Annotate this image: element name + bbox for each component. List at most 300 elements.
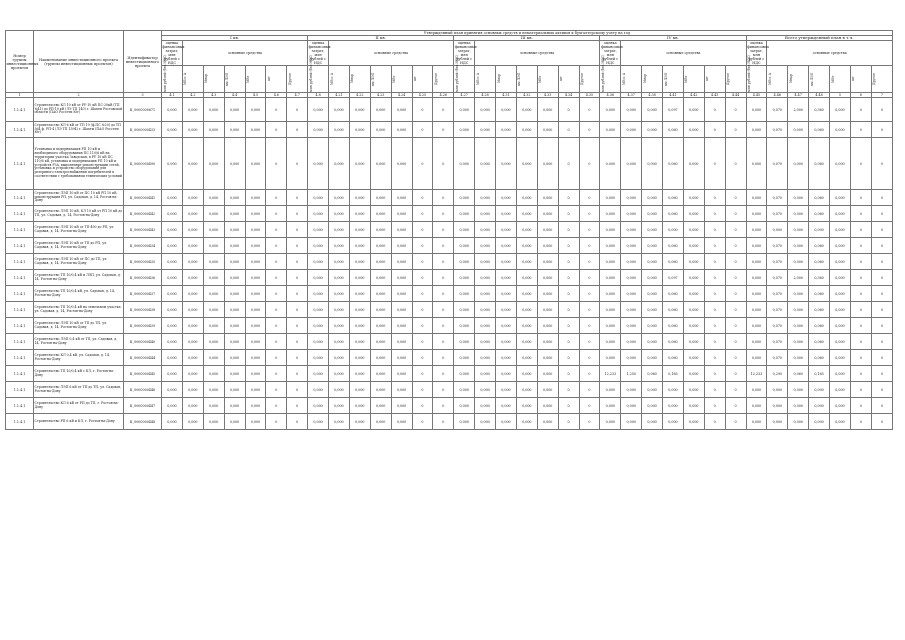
value-cell: 0,000 bbox=[329, 254, 350, 270]
value-cell: 0,000 bbox=[475, 414, 496, 430]
value-cell: 0 bbox=[412, 190, 433, 206]
subheader-label: МВ×А bbox=[621, 72, 626, 86]
value-cell: 0 bbox=[287, 98, 308, 122]
value-cell: 0,000 bbox=[516, 382, 537, 398]
value-cell: 0,000 bbox=[224, 366, 245, 382]
value-cell: 0 bbox=[412, 270, 433, 286]
value-cell: 0,000 bbox=[162, 366, 183, 382]
value-cell: 0 bbox=[287, 190, 308, 206]
value-cell: 0,000 bbox=[621, 254, 642, 270]
value-cell: 0,000 bbox=[329, 222, 350, 238]
value-cell: 0,000 bbox=[245, 414, 266, 430]
value-cell: 0,000 bbox=[245, 366, 266, 382]
value-cell: 0,060 bbox=[663, 122, 684, 138]
project-id: К_0000000434 bbox=[124, 238, 162, 254]
value-cell: 0,000 bbox=[203, 254, 224, 270]
project-id: К_0000000435 bbox=[124, 254, 162, 270]
value-cell: 0,070 bbox=[767, 98, 788, 122]
value-cell: 0,000 bbox=[454, 206, 475, 222]
value-cell: 0 bbox=[725, 254, 746, 270]
value-cell: 0 bbox=[287, 286, 308, 302]
value-cell: 0 bbox=[558, 206, 579, 222]
value-cell: 0 bbox=[579, 190, 600, 206]
value-cell: 0,000 bbox=[329, 414, 350, 430]
value-cell: 0,000 bbox=[203, 398, 224, 414]
value-cell: 0,000 bbox=[454, 414, 475, 430]
value-cell: 0 bbox=[704, 270, 725, 286]
subheader-label: Мвар bbox=[350, 74, 355, 84]
value-cell: 0 bbox=[558, 286, 579, 302]
value-cell: 0,000 bbox=[642, 350, 663, 366]
value-cell: 0,000 bbox=[516, 98, 537, 122]
project-id: К_0000000433 bbox=[124, 122, 162, 138]
value-cell: 0,000 bbox=[224, 222, 245, 238]
value-cell: 0,000 bbox=[663, 414, 684, 430]
value-cell: 0,000 bbox=[182, 98, 203, 122]
value-cell: 0 bbox=[725, 382, 746, 398]
value-cell: 0,000 bbox=[830, 254, 851, 270]
value-cell: 0,000 bbox=[788, 286, 809, 302]
value-cell: 0,000 bbox=[809, 382, 830, 398]
value-cell: 0,070 bbox=[767, 190, 788, 206]
value-cell: 0,000 bbox=[370, 414, 391, 430]
value-cell: 0,060 bbox=[663, 254, 684, 270]
value-cell: 0 bbox=[725, 366, 746, 382]
value-cell: 0,000 bbox=[370, 350, 391, 366]
value-cell: 0 bbox=[871, 138, 892, 190]
value-cell: 1,250 bbox=[621, 366, 642, 382]
value-cell: 0,000 bbox=[308, 302, 329, 318]
value-cell: 0 bbox=[266, 122, 287, 138]
value-cell: 0,000 bbox=[767, 382, 788, 398]
value-cell: 0,000 bbox=[391, 98, 412, 122]
value-cell: 0,000 bbox=[788, 398, 809, 414]
subheader-label: МВт bbox=[830, 75, 835, 83]
column-number: 4.8 bbox=[308, 93, 329, 98]
value-cell: 0,000 bbox=[162, 138, 183, 190]
project-name: Строительство ЛЭП 0,4 кВ от ТП, ул. Садовая, д. 14, Ростов-на-Дону bbox=[34, 334, 124, 350]
value-cell: 0,000 bbox=[329, 286, 350, 302]
value-cell: 0 bbox=[558, 318, 579, 334]
value-cell: 0,000 bbox=[516, 270, 537, 286]
value-cell: 0,000 bbox=[391, 222, 412, 238]
subheader-label: млн рублей (без НДС) bbox=[162, 54, 167, 92]
value-cell: 0,060 bbox=[809, 350, 830, 366]
value-cell: 0,000 bbox=[391, 366, 412, 382]
column-number: 2 bbox=[34, 93, 124, 98]
value-cell: 0,000 bbox=[683, 138, 704, 190]
value-cell: 0,000 bbox=[203, 286, 224, 302]
column-number: 4.6 bbox=[266, 93, 287, 98]
value-cell: 0,000 bbox=[475, 222, 496, 238]
subheader-label: км ЛЭП bbox=[225, 72, 230, 86]
value-cell: 0,000 bbox=[308, 270, 329, 286]
subheader-label: МВт bbox=[684, 75, 689, 83]
value-cell: 0,060 bbox=[809, 254, 830, 270]
subheader-label: млн рублей (без НДС) bbox=[454, 54, 459, 92]
value-cell: 0 bbox=[412, 302, 433, 318]
value-cell: 0 bbox=[725, 398, 746, 414]
value-cell: 0,000 bbox=[224, 318, 245, 334]
group-number-header: Номер группы инвестиционных проектов bbox=[6, 31, 34, 93]
project-id: К_0000000444 bbox=[124, 350, 162, 366]
table-row bbox=[6, 122, 893, 138]
value-cell: 0 bbox=[287, 334, 308, 350]
table-row bbox=[6, 318, 893, 334]
value-cell: 0,070 bbox=[767, 350, 788, 366]
table-row bbox=[6, 190, 893, 206]
value-cell: 0,000 bbox=[391, 122, 412, 138]
value-cell: 0,000 bbox=[224, 254, 245, 270]
value-cell: 0,000 bbox=[391, 302, 412, 318]
value-cell: 0,070 bbox=[767, 138, 788, 190]
value-cell: 0,000 bbox=[600, 318, 621, 334]
value-cell: 0,000 bbox=[621, 238, 642, 254]
value-cell: 0,000 bbox=[537, 98, 558, 122]
value-cell: 0 bbox=[412, 238, 433, 254]
value-cell: 0,000 bbox=[182, 238, 203, 254]
value-cell: 0 bbox=[704, 222, 725, 238]
value-cell: 0,060 bbox=[809, 238, 830, 254]
value-cell: 0,000 bbox=[391, 414, 412, 430]
subheader-cell bbox=[308, 54, 329, 93]
value-cell: 0,000 bbox=[224, 238, 245, 254]
value-cell: 0 bbox=[704, 318, 725, 334]
table-row bbox=[6, 238, 893, 254]
value-cell: 0,000 bbox=[224, 138, 245, 190]
subheader-label: МВ×А bbox=[183, 72, 188, 86]
value-cell: 0 bbox=[579, 334, 600, 350]
value-cell: 0,000 bbox=[683, 318, 704, 334]
value-cell: 0 bbox=[725, 286, 746, 302]
value-cell: 0 bbox=[579, 366, 600, 382]
column-number: 4.24 bbox=[391, 93, 412, 98]
subheader-cell bbox=[454, 54, 475, 93]
value-cell: 0 bbox=[725, 138, 746, 190]
value-cell: 0,000 bbox=[308, 122, 329, 138]
value-cell: 0,000 bbox=[370, 398, 391, 414]
value-cell: 0,070 bbox=[767, 270, 788, 286]
value-cell: 0,000 bbox=[245, 206, 266, 222]
value-cell: 0,000 bbox=[308, 350, 329, 366]
value-cell: 0,000 bbox=[245, 222, 266, 238]
value-cell: 0 bbox=[871, 334, 892, 350]
value-cell: 0,000 bbox=[516, 398, 537, 414]
subheader-cell bbox=[746, 54, 767, 93]
value-cell: 0,097 bbox=[663, 98, 684, 122]
value-cell: 0 bbox=[558, 254, 579, 270]
value-cell: 0 bbox=[725, 350, 746, 366]
value-cell: 0,000 bbox=[349, 366, 370, 382]
value-cell: 0 bbox=[850, 302, 871, 318]
value-cell: 0 bbox=[287, 318, 308, 334]
value-cell: 0 bbox=[725, 122, 746, 138]
value-cell: 0,000 bbox=[683, 414, 704, 430]
value-cell: 0,000 bbox=[600, 286, 621, 302]
value-cell: 0,000 bbox=[600, 398, 621, 414]
table-row bbox=[6, 270, 893, 286]
value-cell: 0,000 bbox=[788, 206, 809, 222]
value-cell: 0,000 bbox=[537, 254, 558, 270]
financial-value-header: оценка финансовых затрат, млн рублей с НДС bbox=[747, 41, 769, 65]
value-cell: 0,000 bbox=[642, 414, 663, 430]
value-cell: 0,000 bbox=[516, 122, 537, 138]
subheader-label: Другое bbox=[433, 73, 438, 85]
value-cell: 0,000 bbox=[475, 238, 496, 254]
value-cell: 0,000 bbox=[746, 254, 767, 270]
value-cell: 0,000 bbox=[496, 302, 517, 318]
value-cell: 0 bbox=[412, 382, 433, 398]
value-cell: 2,000 bbox=[788, 98, 809, 122]
value-cell: 0,000 bbox=[475, 254, 496, 270]
value-cell: 0,000 bbox=[224, 270, 245, 286]
value-cell: 0,000 bbox=[245, 318, 266, 334]
value-cell: 0,000 bbox=[746, 414, 767, 430]
subheader-label: км ЛЭП bbox=[663, 72, 668, 86]
value-cell: 0 bbox=[412, 334, 433, 350]
value-cell: 0,060 bbox=[663, 286, 684, 302]
value-cell: 0,000 bbox=[224, 302, 245, 318]
value-cell: 0,000 bbox=[746, 318, 767, 334]
value-cell: 0,000 bbox=[162, 190, 183, 206]
subheader-cell bbox=[621, 66, 642, 93]
value-cell: 0 bbox=[704, 398, 725, 414]
value-cell: 0,000 bbox=[245, 382, 266, 398]
value-cell: 0 bbox=[266, 302, 287, 318]
value-cell: 0 bbox=[433, 382, 454, 398]
value-cell: 0,000 bbox=[788, 414, 809, 430]
value-cell: 0,060 bbox=[663, 350, 684, 366]
value-cell: 0,000 bbox=[788, 222, 809, 238]
group-number: 1.1.4.1 bbox=[6, 366, 34, 382]
value-cell: 0,000 bbox=[370, 318, 391, 334]
group-number: 1.1.4.1 bbox=[6, 122, 34, 138]
value-cell: 0,000 bbox=[182, 270, 203, 286]
value-cell: 0,000 bbox=[683, 190, 704, 206]
value-cell: 0 bbox=[704, 334, 725, 350]
value-cell: 0 bbox=[287, 206, 308, 222]
project-id: К_0000000448 bbox=[124, 414, 162, 430]
subheader-label: шт bbox=[413, 76, 417, 82]
value-cell: 0,000 bbox=[600, 238, 621, 254]
value-cell: 0 bbox=[704, 350, 725, 366]
value-cell: 0 bbox=[579, 270, 600, 286]
subheader-cell bbox=[579, 66, 600, 93]
fixed-assets-header: основные средства bbox=[767, 41, 893, 66]
table-row bbox=[6, 398, 893, 414]
value-cell: 0,000 bbox=[329, 366, 350, 382]
value-cell: 0 bbox=[871, 98, 892, 122]
value-cell: 0,000 bbox=[683, 222, 704, 238]
subheader-label: млн рублей (без НДС) bbox=[308, 54, 313, 92]
value-cell: 0,000 bbox=[224, 206, 245, 222]
value-cell: 0,000 bbox=[475, 122, 496, 138]
value-cell: 0,000 bbox=[496, 98, 517, 122]
value-cell: 0,000 bbox=[475, 366, 496, 382]
quarter-header: I кв. bbox=[162, 36, 308, 41]
value-cell: 0,000 bbox=[600, 270, 621, 286]
quarter-header: IV кв. bbox=[600, 36, 746, 41]
subheader-label: Мвар bbox=[642, 74, 647, 84]
value-cell: 0 bbox=[850, 206, 871, 222]
value-cell: 0,000 bbox=[370, 286, 391, 302]
value-cell: 0,000 bbox=[391, 206, 412, 222]
value-cell: 0,000 bbox=[370, 238, 391, 254]
value-cell: 0,000 bbox=[496, 398, 517, 414]
value-cell: 0,000 bbox=[537, 398, 558, 414]
value-cell: 0 bbox=[871, 122, 892, 138]
subheader-label: Другое bbox=[726, 73, 731, 85]
value-cell: 0,000 bbox=[329, 270, 350, 286]
value-cell: 0,000 bbox=[391, 238, 412, 254]
project-name-header: Наименование инвестиционного проекта (группы инвестиционных проектов) bbox=[34, 31, 124, 93]
value-cell: 0,000 bbox=[454, 98, 475, 122]
value-cell: 0,000 bbox=[830, 382, 851, 398]
value-cell: 0 bbox=[287, 398, 308, 414]
value-cell: 0 bbox=[725, 98, 746, 122]
group-number: 1.1.4.1 bbox=[6, 334, 34, 350]
value-cell: 0 bbox=[287, 138, 308, 190]
value-cell: 0,000 bbox=[349, 382, 370, 398]
group-number: 1.1.4.1 bbox=[6, 414, 34, 430]
value-cell: 0 bbox=[871, 382, 892, 398]
value-cell: 12,233 bbox=[600, 366, 621, 382]
value-cell: 0,000 bbox=[496, 122, 517, 138]
value-cell: 0,000 bbox=[391, 398, 412, 414]
value-cell: 0,000 bbox=[537, 382, 558, 398]
value-cell: 0 bbox=[850, 318, 871, 334]
value-cell: 0,000 bbox=[516, 350, 537, 366]
value-cell: 0,000 bbox=[600, 98, 621, 122]
column-number: 4.25 bbox=[412, 93, 433, 98]
value-cell: 0,000 bbox=[370, 98, 391, 122]
value-cell: 0 bbox=[558, 334, 579, 350]
value-cell: 0,000 bbox=[830, 238, 851, 254]
value-cell: 0,000 bbox=[642, 98, 663, 122]
value-cell: 0 bbox=[725, 270, 746, 286]
value-cell: 0 bbox=[871, 398, 892, 414]
value-cell: 0 bbox=[266, 366, 287, 382]
project-name: Строительство РП 6 кВ и КЛ, г. Ростов-на-Дону bbox=[34, 414, 124, 430]
value-cell: 0 bbox=[558, 366, 579, 382]
value-cell: 0,000 bbox=[224, 414, 245, 430]
value-cell: 0,000 bbox=[767, 222, 788, 238]
value-cell: 0,000 bbox=[537, 122, 558, 138]
value-cell: 0,000 bbox=[496, 382, 517, 398]
value-cell: 0 bbox=[579, 318, 600, 334]
value-cell: 0,000 bbox=[683, 238, 704, 254]
value-cell: 0,000 bbox=[516, 318, 537, 334]
table-row bbox=[6, 138, 893, 190]
value-cell: 0,070 bbox=[767, 206, 788, 222]
value-cell: 0 bbox=[558, 222, 579, 238]
value-cell: 0 bbox=[412, 222, 433, 238]
value-cell: 0,000 bbox=[162, 318, 183, 334]
value-cell: 0,000 bbox=[203, 318, 224, 334]
value-cell: 0,097 bbox=[663, 270, 684, 286]
value-cell: 0 bbox=[412, 414, 433, 430]
subheader-cell bbox=[600, 54, 621, 93]
value-cell: 0,000 bbox=[182, 318, 203, 334]
value-cell: 0 bbox=[850, 98, 871, 122]
value-cell: 0 bbox=[558, 98, 579, 122]
value-cell: 0,000 bbox=[349, 286, 370, 302]
value-cell: 12,233 bbox=[746, 366, 767, 382]
value-cell: 0,060 bbox=[663, 138, 684, 190]
project-id: К_0000000438 bbox=[124, 302, 162, 318]
subheader-cell bbox=[287, 66, 308, 93]
value-cell: 0 bbox=[433, 350, 454, 366]
value-cell: 0,000 bbox=[245, 98, 266, 122]
column-number: 4.28 bbox=[475, 93, 496, 98]
value-cell: 0,000 bbox=[182, 222, 203, 238]
value-cell: 0,000 bbox=[746, 334, 767, 350]
project-id: К_0000000446 bbox=[124, 382, 162, 398]
value-cell: 0,000 bbox=[475, 334, 496, 350]
value-cell: 0,000 bbox=[600, 190, 621, 206]
project-id: К_0000000490 bbox=[124, 138, 162, 190]
value-cell: 0,060 bbox=[663, 238, 684, 254]
column-number: 4.35 bbox=[579, 93, 600, 98]
value-cell: 0,000 bbox=[349, 270, 370, 286]
value-cell: 0,000 bbox=[746, 138, 767, 190]
subheader-cell bbox=[788, 66, 809, 93]
column-number: 4.48 bbox=[809, 93, 830, 98]
subheader-label: МВ×А bbox=[767, 72, 772, 86]
value-cell: 0,000 bbox=[516, 302, 537, 318]
value-cell: 0,000 bbox=[537, 302, 558, 318]
value-cell: 0,000 bbox=[182, 382, 203, 398]
project-name: Строительство ТП 10/0,4 кВ, ул. Садовая, д. 14, Ростов-на-Дону bbox=[34, 286, 124, 302]
column-number: 4.21 bbox=[329, 93, 350, 98]
column-number: 4.5 bbox=[245, 93, 266, 98]
value-cell: 0,000 bbox=[203, 190, 224, 206]
subheader-cell bbox=[475, 66, 496, 93]
value-cell: 0,000 bbox=[642, 398, 663, 414]
value-cell: 0,000 bbox=[203, 122, 224, 138]
subheader-label: шт bbox=[705, 76, 710, 82]
value-cell: 0,000 bbox=[621, 190, 642, 206]
value-cell: 0,000 bbox=[370, 254, 391, 270]
value-cell: 0,070 bbox=[767, 302, 788, 318]
value-cell: 0,000 bbox=[683, 334, 704, 350]
value-cell: 0,000 bbox=[475, 98, 496, 122]
value-cell: 0,000 bbox=[537, 206, 558, 222]
value-cell: 0 bbox=[704, 286, 725, 302]
value-cell: 0 bbox=[433, 190, 454, 206]
table-row bbox=[6, 382, 893, 398]
value-cell: 0,060 bbox=[663, 302, 684, 318]
value-cell: 0,000 bbox=[830, 206, 851, 222]
subheader-label: км ЛЭП bbox=[371, 72, 376, 86]
value-cell: 0,000 bbox=[830, 302, 851, 318]
value-cell: 0,000 bbox=[329, 122, 350, 138]
value-cell: 0,000 bbox=[349, 122, 370, 138]
value-cell: 0,000 bbox=[600, 302, 621, 318]
value-cell: 0,000 bbox=[454, 318, 475, 334]
value-cell: 0,000 bbox=[182, 138, 203, 190]
value-cell: 0,000 bbox=[621, 222, 642, 238]
value-cell: 0,000 bbox=[203, 222, 224, 238]
value-cell: 0 bbox=[871, 238, 892, 254]
value-cell: 0,000 bbox=[245, 190, 266, 206]
value-cell: 0,000 bbox=[642, 122, 663, 138]
value-cell: 0 bbox=[433, 138, 454, 190]
value-cell: 0,000 bbox=[663, 222, 684, 238]
value-cell: 0,000 bbox=[308, 222, 329, 238]
value-cell: 0 bbox=[725, 222, 746, 238]
value-cell: 0,060 bbox=[642, 366, 663, 382]
